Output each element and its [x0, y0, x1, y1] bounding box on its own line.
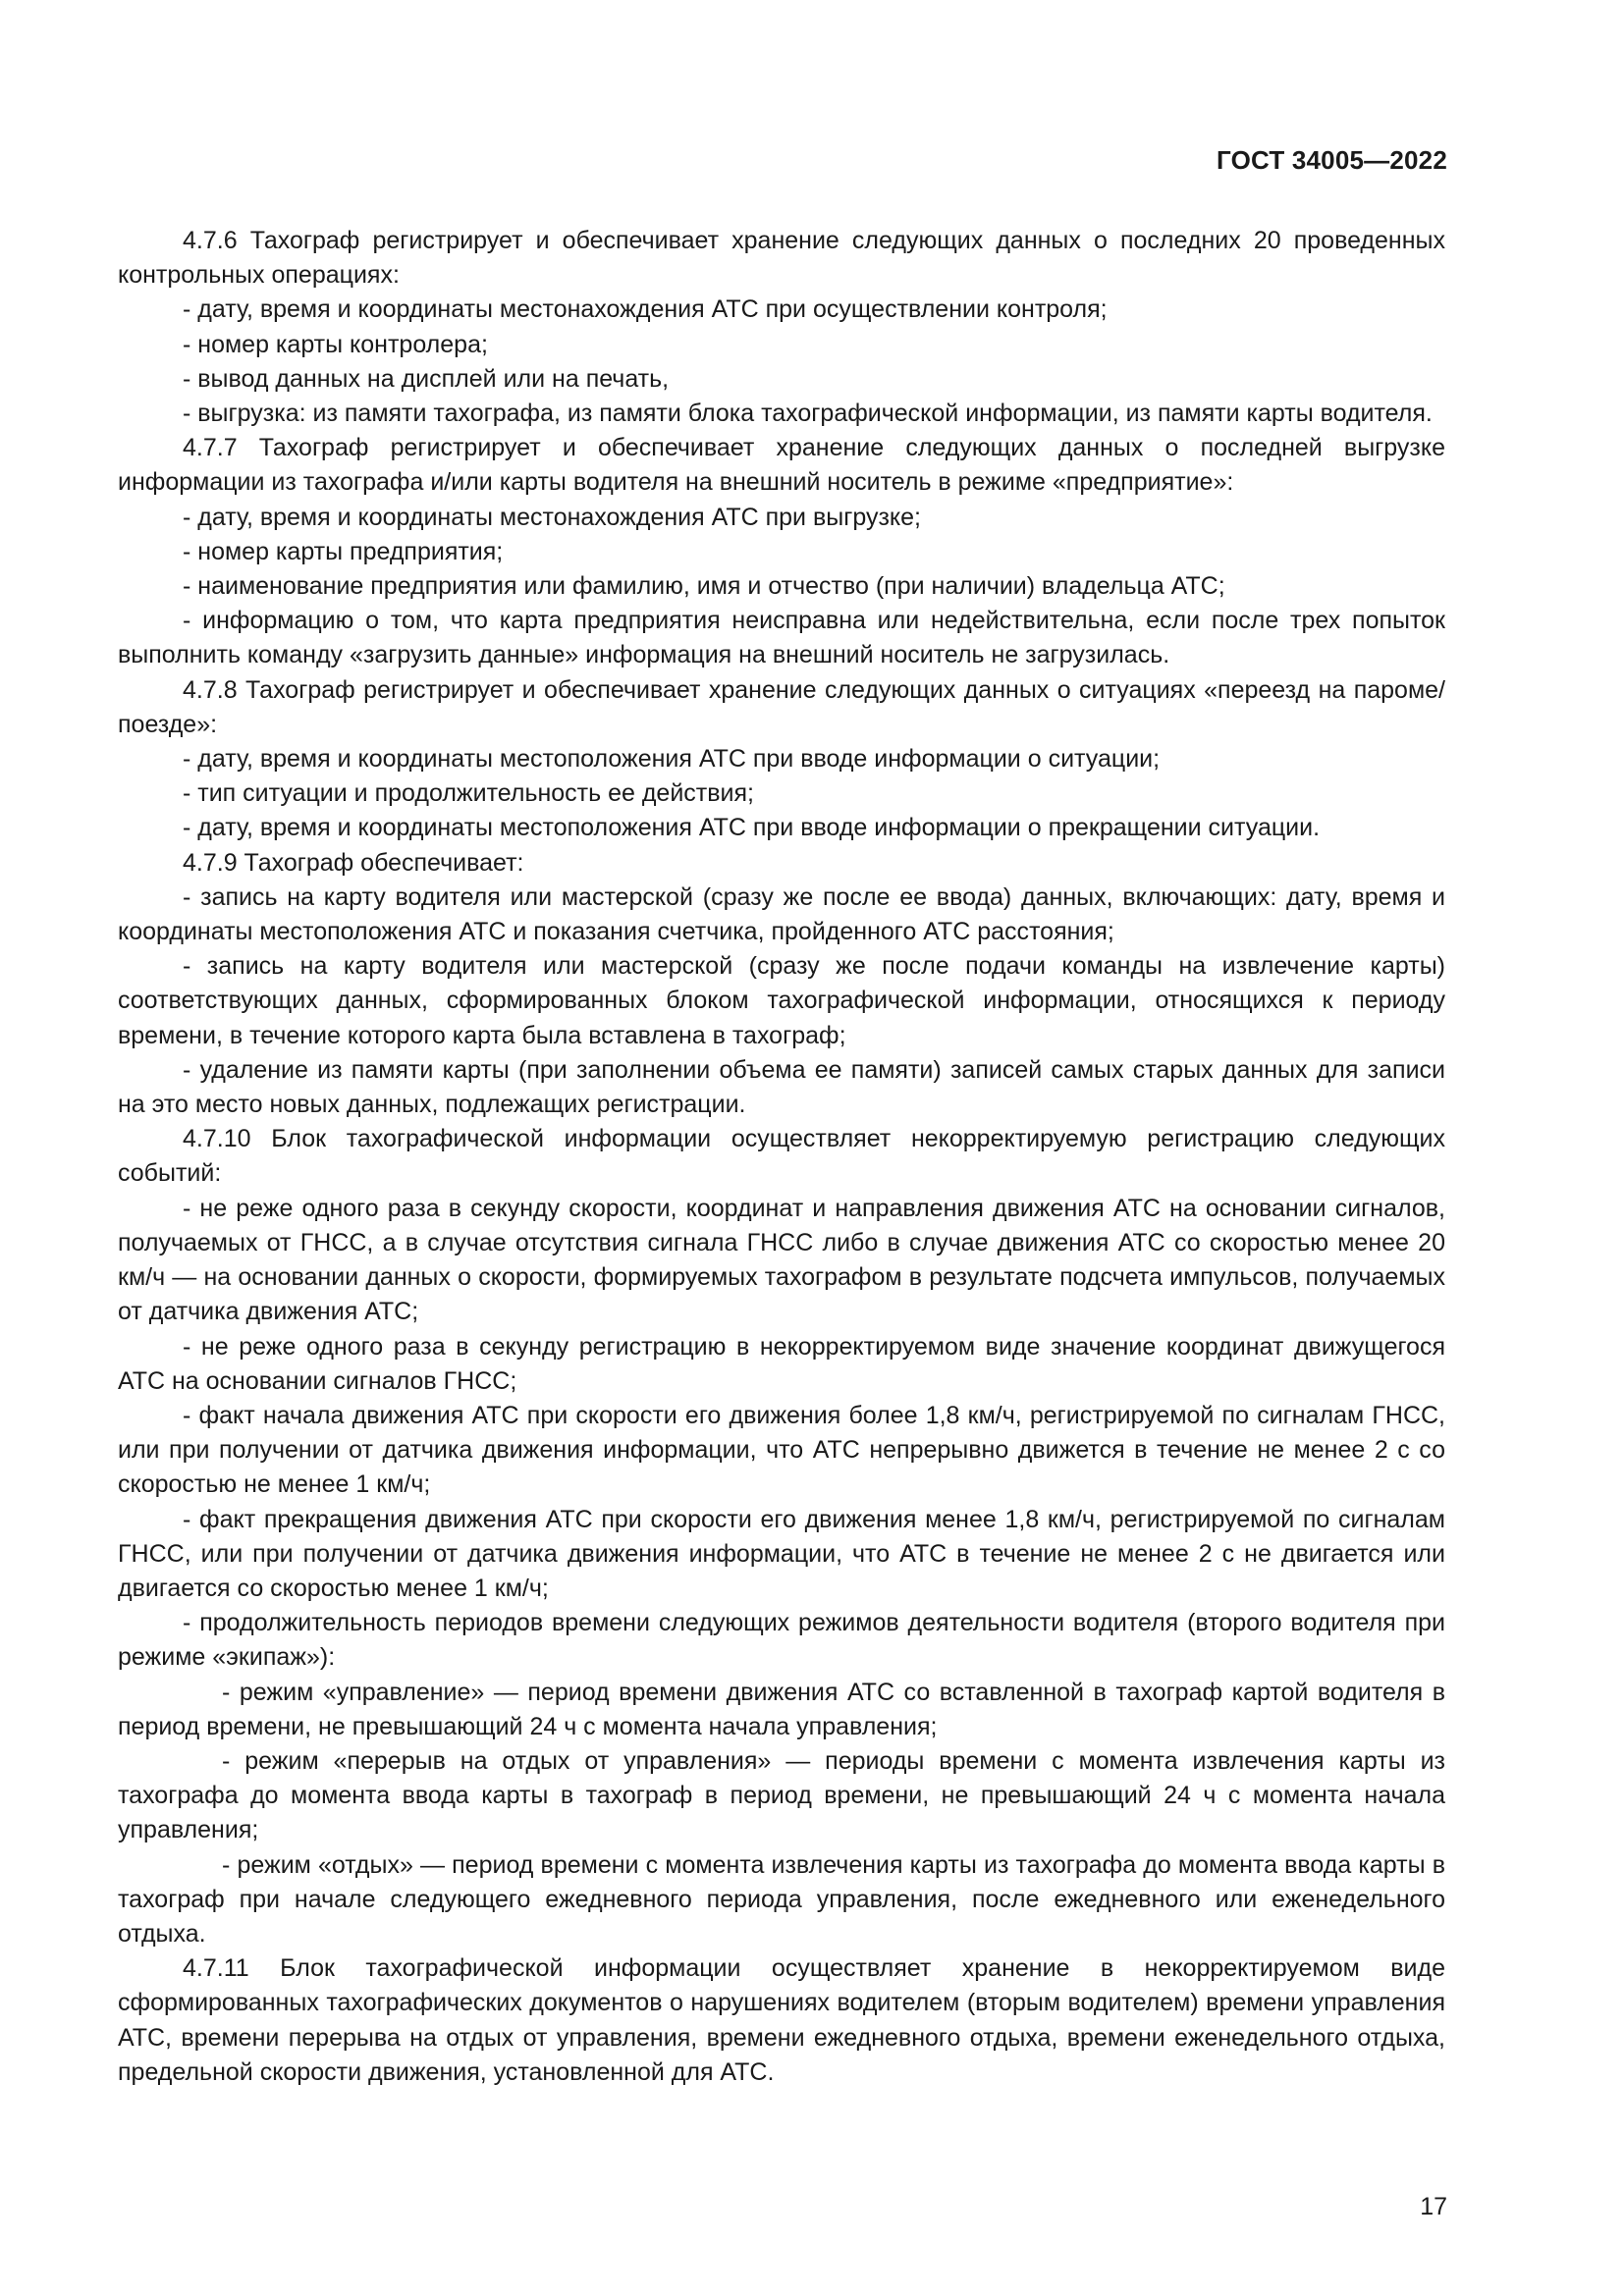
- paragraph: - не реже одного раза в секунду скорости, координат и направления движения АТС на основании сигналов, получаемых от ГНСС, а в случае отсутствия сигнала ГНСС либо в случае движения АТС со скоростью менее 20 км/ч — на основании данных о скорости, формируемых тахографом в результате подсчета импульсов, получаемых от датчика движения АТС;: [118, 1194, 1445, 1326]
- paragraph: - продолжительность периодов времени следующих режимов деятельности водителя (второго водителя при режиме «экипаж»):: [118, 1609, 1445, 1672]
- paragraph: - информацию о том, что карта предприятия неисправна или недействительна, если после трех попыток выполнить команду «загрузить данные» информация на внешний носитель не загрузилась.: [118, 607, 1445, 669]
- document-body: [118, 224, 1445, 2090]
- paragraph: - дату, время и координаты местонахождения АТС при осуществлении контроля;: [183, 295, 1108, 324]
- paragraph: - режим «отдых» — период времени с момента извлечения карты из тахографа до момента ввода карты в тахограф при начале следующего ежедневного периода управления, после ежедневного или еженедельного отдыха.: [118, 1850, 1445, 1948]
- paragraph: - вывод данных на дисплей или на печать,: [183, 364, 670, 393]
- paragraph: 4.7.10 Блок тахографической информации осуществляет некорректируемую регистрацию следующих событий:: [118, 1125, 1445, 1188]
- paragraph: - не реже одного раза в секунду регистрацию в некорректируемом виде значение координат движущегося АТС на основании сигналов ГНСС;: [118, 1332, 1445, 1395]
- paragraph: - наименование предприятия или фамилию, имя и отчество (при наличии) владельца АТС;: [183, 572, 1225, 601]
- paragraph: - удаление из памяти карты (при заполнении объема ее памяти) записей самых старых данных для записи на это место новых данных, подлежащих регистрации.: [118, 1055, 1445, 1119]
- paragraph: - режим «перерыв на отдых от управления» — периоды времени с момента извлечения карты из тахографа до момента ввода карты в тахограф в период времени, не превышающий 24 ч с момента начала управления;: [118, 1746, 1445, 1844]
- paragraph: - режим «управление» — период времени движения АТС со вставленной в тахограф картой водителя в период времени, не превышающий 24 ч с момента начала управления;: [118, 1678, 1445, 1740]
- paragraph: - факт начала движения АТС при скорости его движения более 1,8 км/ч, регистрируемой по сигналам ГНСС, или при получении от датчика движения информации, что АТС непрерывно движется в течение не менее 2 с со скоростью не менее 1 км/ч;: [118, 1401, 1445, 1499]
- page-number: 17: [1420, 2193, 1447, 2220]
- paragraph: 4.7.9 Тахограф обеспечивает:: [183, 848, 524, 877]
- paragraph: - факт прекращения движения АТС при скорости его движения менее 1,8 км/ч, регистрируемой по сигналам ГНСС, или при получении от датчика движения информации, что АТС в течение не менее 2 с не двигается или двигается со скоростью менее 1 км/ч;: [118, 1505, 1445, 1602]
- paragraph: - номер карты предприятия;: [183, 537, 504, 565]
- paragraph: 4.7.6 Тахограф регистрирует и обеспечивает хранение следующих данных о последних 20 проведенных контрольных операциях:: [118, 227, 1445, 290]
- paragraph: - номер карты контролера;: [183, 330, 488, 358]
- paragraph: 4.7.11 Блок тахографической информации осуществляет хранение в некорректируемом виде сформированных тахографических документов о нарушениях водителем (вторым водителем) времени управления АТС, времени перерыва на отдых от управления, времени ежедневного отдыха, времени еженедельного отдыха, предельной скорости движения, установленной для АТС.: [118, 1954, 1445, 2086]
- paragraph: - тип ситуации и продолжительность ее действия;: [183, 779, 754, 808]
- paragraph: - дату, время и координаты местоположения АТС при вводе информации о ситуации;: [183, 745, 1161, 774]
- paragraph: 4.7.7 Тахограф регистрирует и обеспечивает хранение следующих данных о последней выгрузке информации из тахографа и/или карты водителя на внешний носитель в режиме «предприятие»:: [118, 434, 1445, 497]
- paragraph: 4.7.8 Тахограф регистрирует и обеспечивает хранение следующих данных о ситуациях «переезд на пароме/поезде»:: [118, 675, 1445, 738]
- paragraph: - дату, время и координаты местоположения АТС при вводе информации о прекращении ситуации.: [183, 814, 1321, 842]
- paragraph: - выгрузка: из памяти тахографа, из памяти блока тахографической информации, из памяти карты водителя.: [183, 400, 1433, 428]
- paragraph: - дату, время и координаты местонахождения АТС при выгрузке;: [183, 503, 921, 531]
- document-code-header: ГОСТ 34005—2022: [1217, 145, 1447, 175]
- paragraph: - запись на карту водителя или мастерской (сразу же после ее ввода) данных, включающих: дату, время и координаты местоположения АТС и показания счетчика, пройденного АТС расстояния;: [118, 882, 1445, 946]
- paragraph: - запись на карту водителя или мастерской (сразу же после подачи команды на извлечение карты) соответствующих данных, сформированных блоком тахографической информации, относящихся к периоду времени, в течение которого карта была вставлена в тахограф;: [118, 952, 1445, 1049]
